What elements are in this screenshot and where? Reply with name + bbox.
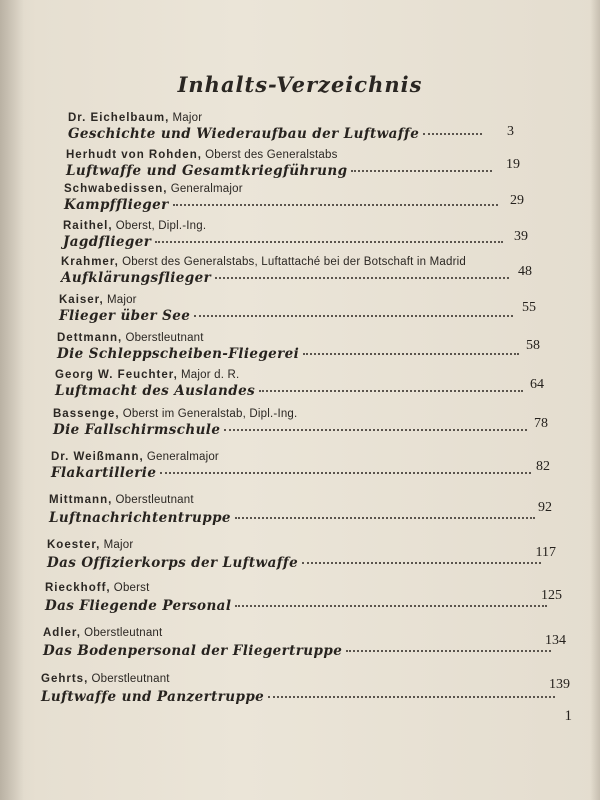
entry-page: 125 <box>541 588 562 603</box>
entry-title-row <box>64 197 504 213</box>
leader-dots <box>194 315 513 317</box>
toc-entry <box>0 451 600 495</box>
toc-entry <box>0 582 600 626</box>
leader-dots <box>351 170 492 172</box>
leader-dots <box>259 390 523 392</box>
entry-title-row <box>68 126 488 142</box>
entry-title-row <box>63 234 509 250</box>
entry-author: Herhudt von Rohden, Oberst des Generalstabs <box>66 149 338 161</box>
entry-page: 55 <box>522 300 536 315</box>
entry-title: Luftmacht des Auslandes <box>55 383 256 399</box>
entry-author: Kaiser, Major <box>59 294 137 306</box>
entry-page: 139 <box>549 677 570 692</box>
leader-dots <box>160 472 531 474</box>
leader-dots <box>155 241 503 243</box>
entry-title: Das Offizierkorps der Luftwaffe <box>47 555 299 571</box>
leader-dots <box>235 517 535 519</box>
leader-dots <box>215 277 509 279</box>
entry-author: Rieckhoff, Oberst <box>45 582 150 594</box>
entry-title-row <box>61 270 515 286</box>
entry-page: 117 <box>535 545 556 560</box>
entry-page: 134 <box>545 633 566 648</box>
entry-author: Koester, Major <box>47 539 134 551</box>
entry-author: Bassenge, Oberst im Generalstab, Dipl.-Ing. <box>53 408 298 420</box>
entry-author: Georg W. Feuchter, Major d. R. <box>55 369 240 381</box>
entry-page: 82 <box>536 459 550 474</box>
leader-dots <box>268 696 555 698</box>
entry-title-row <box>49 510 541 526</box>
entry-author: Raithel, Oberst, Dipl.-Ing. <box>63 220 207 232</box>
entry-title: Luftwaffe und Panzertruppe <box>41 689 265 705</box>
leader-dots <box>224 429 527 431</box>
leader-dots <box>173 204 498 206</box>
entry-page: 29 <box>510 193 524 208</box>
page-heading: Inhalts-Verzeichnis <box>177 72 423 97</box>
toc-entry <box>0 494 600 538</box>
page-number: 1 <box>564 708 572 724</box>
leader-dots <box>346 650 551 652</box>
entry-author: Dr. Weißmann, Generalmajor <box>51 451 219 463</box>
toc-entry <box>0 539 600 583</box>
entry-title: Luftnachrichtentruppe <box>49 510 231 526</box>
entry-title: Kampfflieger <box>64 197 169 213</box>
entry-title-row <box>53 422 533 438</box>
toc-entry <box>0 408 600 452</box>
entry-title: Das Fliegende Personal <box>45 598 232 614</box>
toc-entry <box>0 369 600 413</box>
entry-page: 19 <box>506 157 520 172</box>
entry-title-row <box>55 383 529 399</box>
entry-title: Die Fallschirmschule <box>53 422 221 438</box>
entry-page: 39 <box>514 229 528 244</box>
entry-title: Jagdflieger <box>63 234 152 250</box>
entry-author: Dr. Eichelbaum, Major <box>68 112 203 124</box>
toc-entry <box>0 627 600 671</box>
leader-dots <box>235 605 547 607</box>
leader-dots <box>303 353 519 355</box>
entry-title: Die Schleppscheiben-Fliegerei <box>57 346 300 362</box>
entry-title: Aufklärungsflieger <box>61 270 212 286</box>
leader-dots <box>302 562 541 564</box>
entry-page: 3 <box>507 124 514 139</box>
entry-title-row <box>66 163 498 179</box>
entry-page: 48 <box>518 264 532 279</box>
entry-author: Krahmer, Oberst des Generalstabs, Luftattaché bei der Botschaft in Madrid <box>61 256 466 268</box>
entry-title-row <box>43 643 557 659</box>
entry-author: Gehrts, Oberstleutnant <box>41 673 170 685</box>
entry-page: 78 <box>534 416 548 431</box>
entry-title-row <box>59 308 519 324</box>
entry-title-row <box>41 689 561 705</box>
entry-title: Das Bodenpersonal der Fliegertruppe <box>43 643 343 659</box>
entry-title-row <box>51 465 537 481</box>
entry-title: Flieger über See <box>59 308 191 324</box>
entry-author: Schwabedissen, Generalmajor <box>64 183 243 195</box>
entry-title-row <box>45 598 553 614</box>
entry-title: Geschichte und Wiederaufbau der Luftwaffe <box>68 126 420 142</box>
entry-title-row <box>57 346 525 362</box>
entry-title: Flakartillerie <box>51 465 157 481</box>
entry-author: Mittmann, Oberstleutnant <box>49 494 194 506</box>
toc-entry <box>0 673 600 717</box>
entry-page: 58 <box>526 338 540 353</box>
entry-author: Dettmann, Oberstleutnant <box>57 332 204 344</box>
entry-page: 92 <box>538 500 552 515</box>
entry-title: Luftwaffe und Gesamtkriegführung <box>66 163 348 179</box>
entry-title-row <box>47 555 547 571</box>
entry-page: 64 <box>530 377 544 392</box>
entry-author: Adler, Oberstleutnant <box>43 627 163 639</box>
